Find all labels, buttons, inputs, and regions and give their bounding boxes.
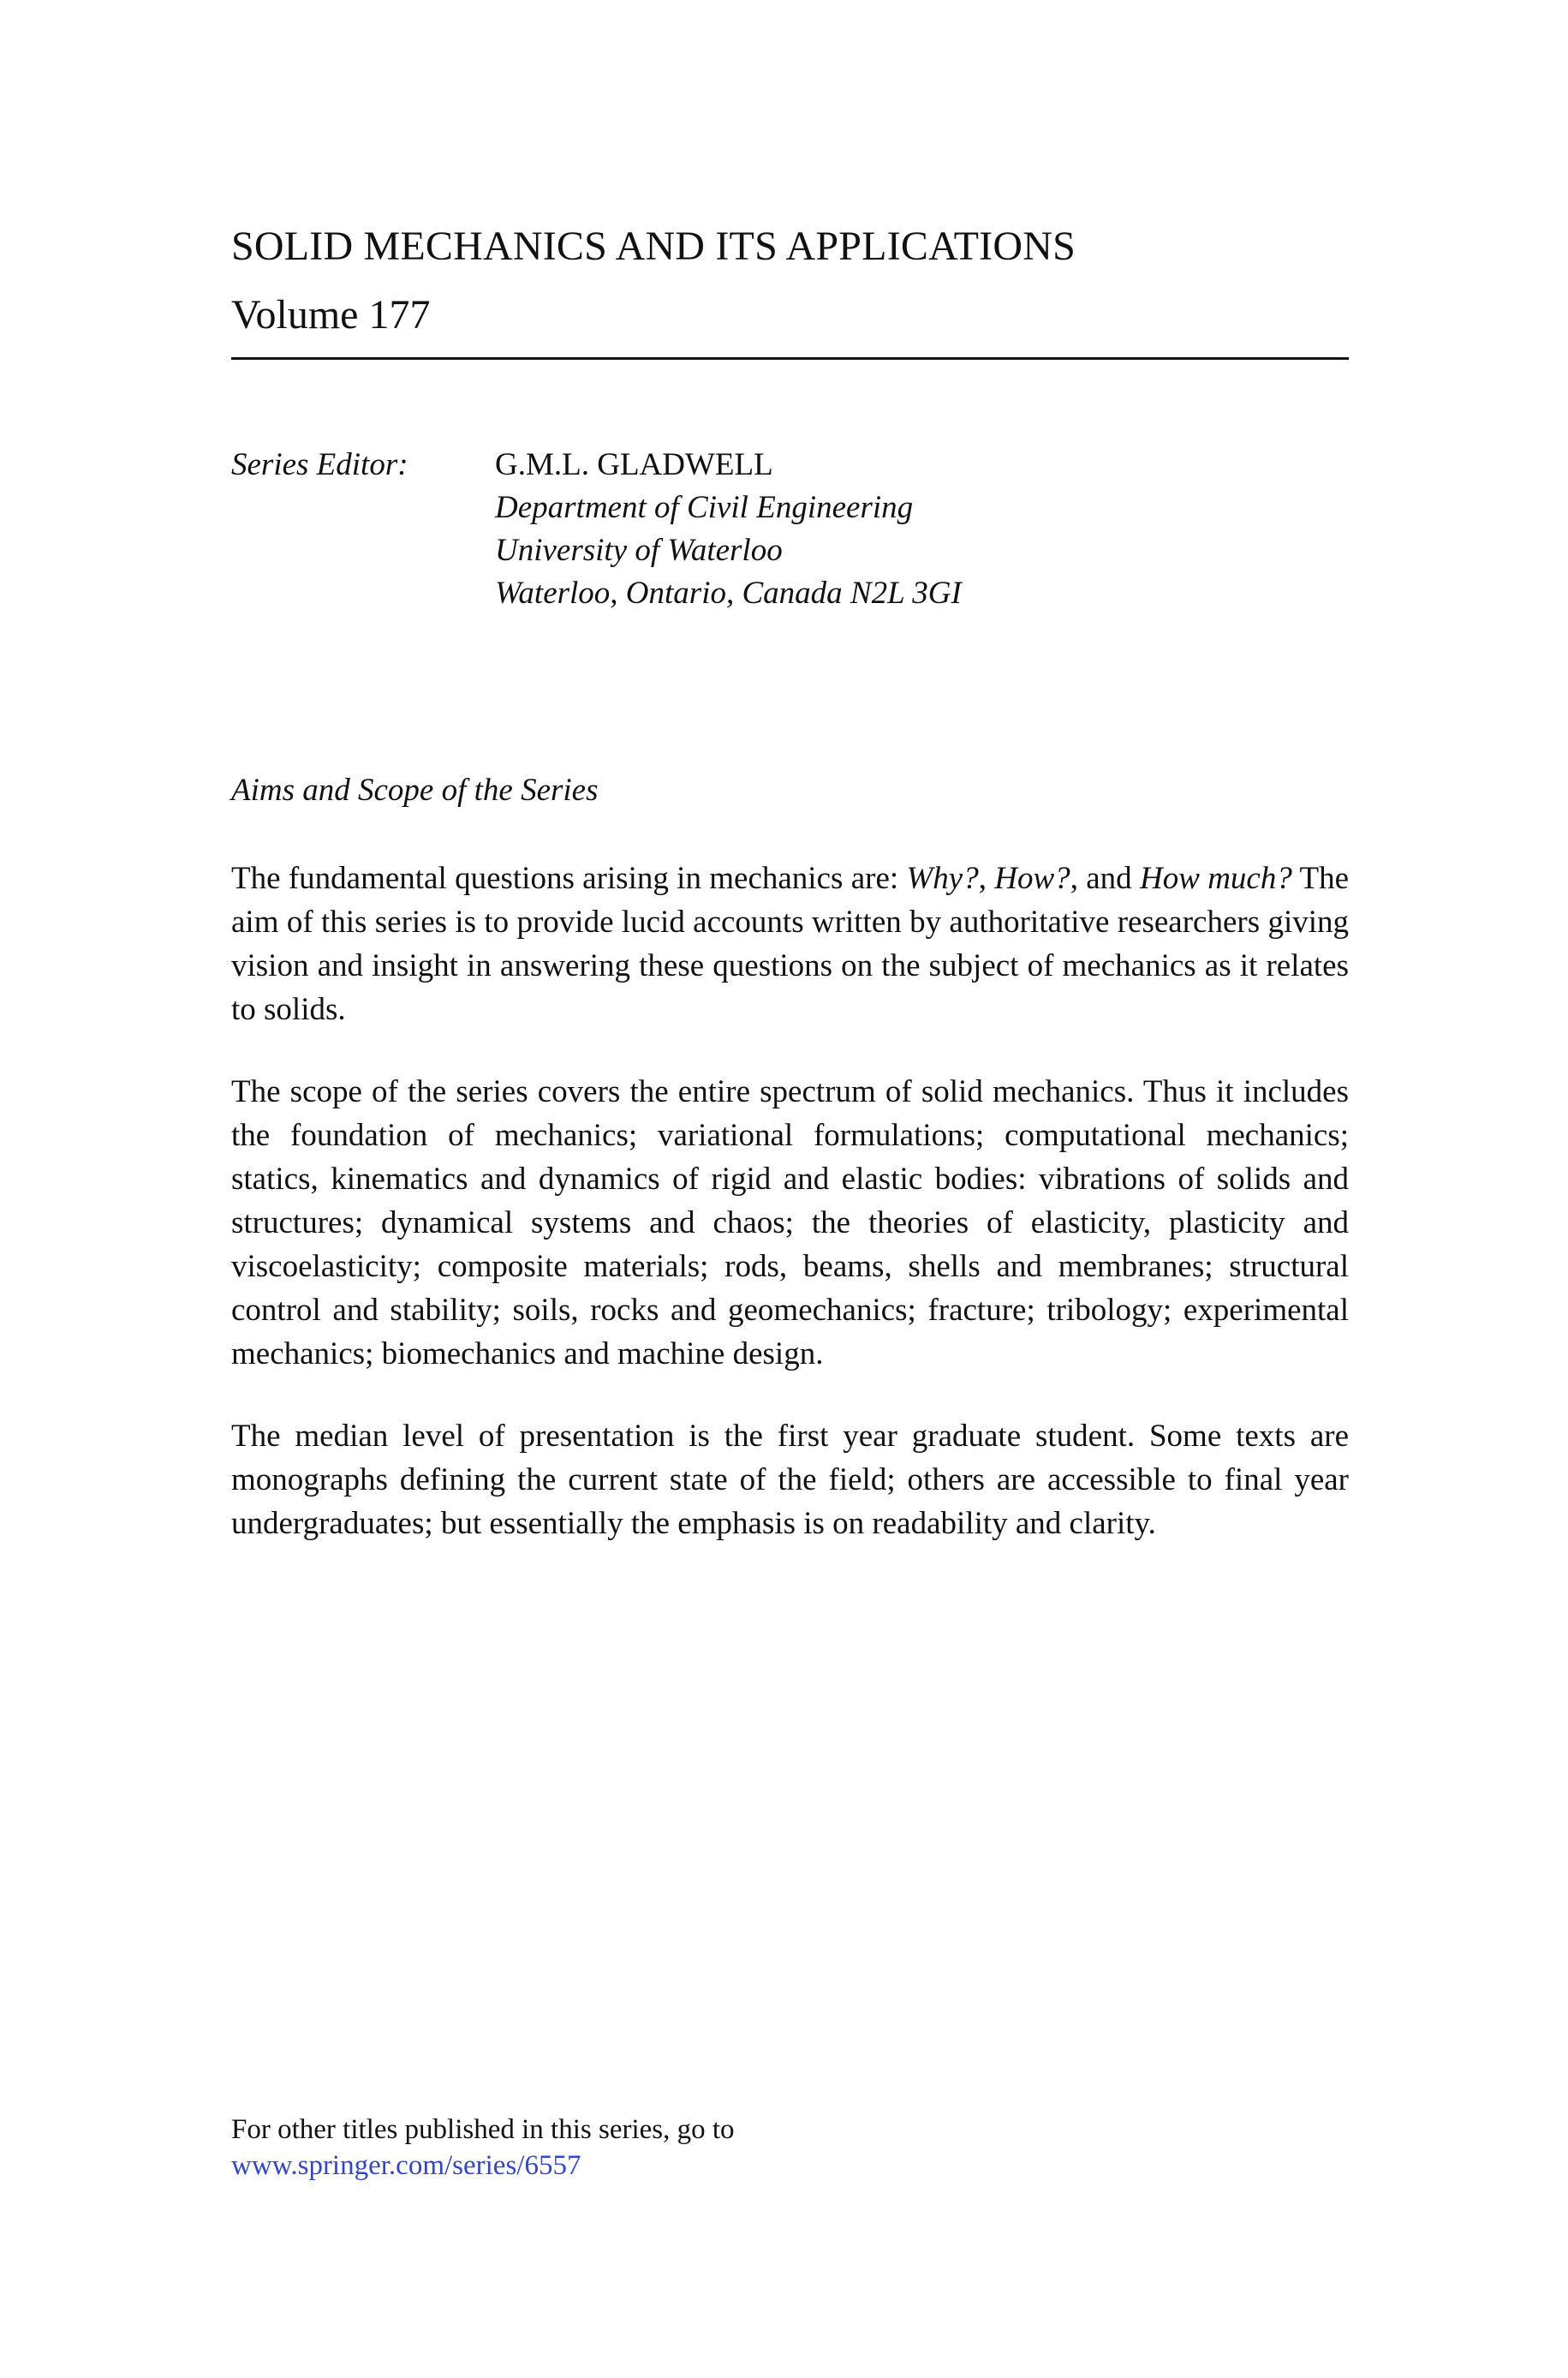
editor-department: Department of Civil Engineering <box>495 490 914 525</box>
aims-scope-heading: Aims and Scope of the Series <box>231 773 599 808</box>
p1-why: Why? <box>906 861 979 896</box>
footer <box>231 2112 1349 2184</box>
title-divider <box>231 357 1349 360</box>
series-editor-details <box>495 444 1349 615</box>
p1-sep2: , and <box>1070 861 1140 896</box>
footer-text: For other titles published in this series, go to <box>231 2114 735 2145</box>
series-editor-label: Series Editor: <box>231 447 408 482</box>
editor-name: G.M.L. GLADWELL <box>495 447 773 482</box>
p1-how-much: How much? <box>1139 861 1292 896</box>
aims-paragraph-1 <box>231 857 1349 1031</box>
aims-paragraph-2: The scope of the series covers the entire spectrum of solid mechanics. Thus it includes the foundation of mechanics; variational formulations; computational mechanics; statics, kinematics and dynamics of rigid and elastic bodies: vibrations of solids and structures; dynamical systems and chaos; the theories of elasticity, plasticity and viscoelasticity; composite materials; rods, beams, shells and membranes; structural control and stability; soils, rocks and geomechanics; fracture; tribology; experimental mechanics; biomechanics and machine design. <box>231 1074 1349 1371</box>
p1-lead: The fundamental questions arising in mechanics are: <box>231 861 907 896</box>
aims-paragraph-3: The median level of presentation is the first year graduate student. Some texts are monographs defining the current state of the field; others are accessible to final year undergraduates; but essentially the emphasis is on readability and clarity. <box>231 1419 1349 1541</box>
editor-university: University of Waterloo <box>495 533 783 568</box>
series-link[interactable]: www.springer.com/series/6557 <box>231 2150 581 2181</box>
editor-address: Waterloo, Ontario, Canada N2L 3GI <box>495 576 962 611</box>
p1-sep1: , <box>978 861 995 896</box>
p1-how: How? <box>994 861 1070 896</box>
series-title: SOLID MECHANICS AND ITS APPLICATIONS <box>231 224 1076 269</box>
p1-rest: The aim of this series is to provide lucid accounts written by authoritative researchers giving vision and insight in answering these questions on the subject of mechanics as it relates to solids. <box>231 861 1350 1027</box>
volume-number: Volume 177 <box>231 292 431 338</box>
